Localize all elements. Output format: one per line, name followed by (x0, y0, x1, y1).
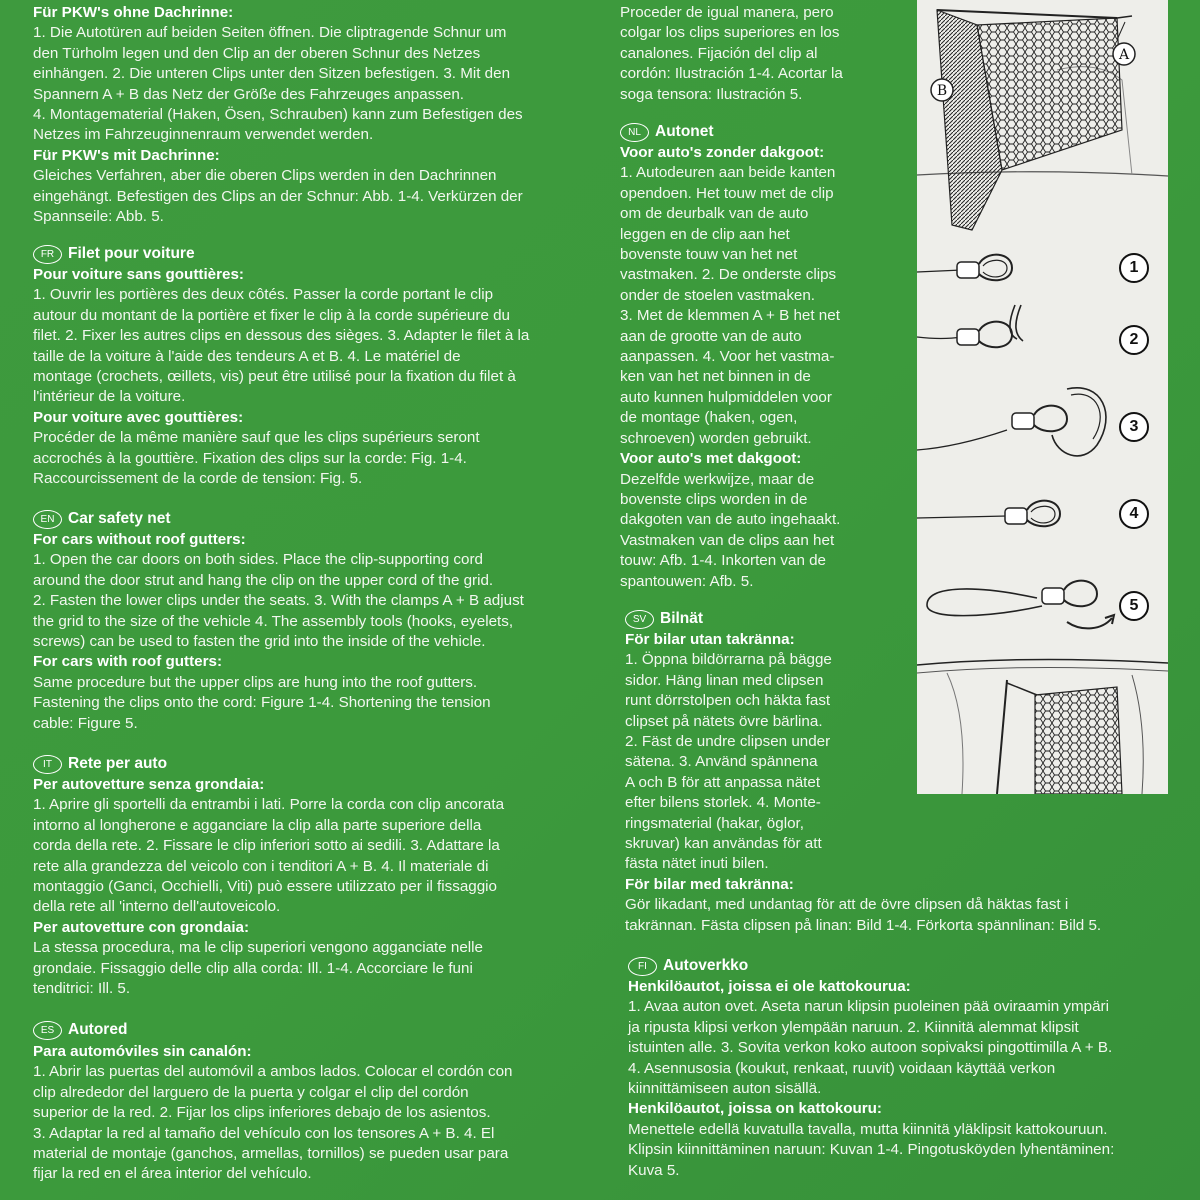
es-paragraph-2 (620, 3, 843, 105)
text-line: 4. Asennusosia (koukut, renkaat, ruuvit) voidaan käyttää verkon (628, 1059, 1056, 1077)
it-heading-1: Per autovetture senza grondaia: (33, 776, 265, 793)
nl-title: Autonet (655, 123, 714, 140)
en-heading-2: For cars with roof gutters: (33, 653, 223, 671)
es-language-badge: ES (33, 1021, 62, 1040)
step-number-2: 2 (1119, 325, 1149, 355)
roof-gutter-illustration (917, 655, 1168, 794)
text-line: the grid to the size of the vehicle 4. The assembly tools (hooks, eyelets, (33, 612, 514, 630)
nl-heading-1: Voor auto's zonder dakgoot: (620, 144, 825, 161)
text-line: spantouwen: Afb. 5. (620, 572, 754, 590)
text-line: around the door strut and hang the clip on the upper cord of the grid. (33, 571, 494, 589)
de-paragraph-2 (33, 166, 523, 227)
en-heading-1: For cars without roof gutters: (33, 531, 246, 548)
it-heading-2: Per autovetture con grondaia: (33, 918, 250, 936)
en-paragraph-1 (33, 550, 524, 652)
sv-title: Bilnät (660, 610, 704, 627)
de-heading-1: Für PKW's ohne Dachrinne: (33, 4, 234, 21)
text-line: istuinten alle. 3. Sovita verkon koko autoon sopivaksi pingottimilla A + B. (628, 1039, 1113, 1057)
text-line: 1. Autodeuren aan beide kanten (620, 164, 836, 182)
text-line: montage (crochets, œillets, vis) peut être utilisé pour la fixation du filet à (33, 368, 516, 386)
step-number-3: 3 (1119, 412, 1149, 442)
text-line: soga tensora: Ilustración 5. (620, 85, 803, 103)
text-line: superior de la red. 2. Fijar los clips inferiores debajo de los asientos. (33, 1104, 491, 1122)
text-line: 1. Avaa auton ovet. Aseta narun klipsin puoleinen pää oviraamin ympäri (628, 998, 1109, 1016)
text-line: A och B för att anpassa nätet (625, 773, 821, 791)
es-continuation (620, 3, 843, 105)
fr-language-badge: FR (33, 245, 62, 264)
text-line: montaggio (Ganci, Occhielli, Viti) può essere utilizzato per il fissaggio (33, 878, 497, 896)
text-line: vastmaken. 2. De onderste clips (620, 266, 837, 284)
nl-title-row (620, 123, 714, 142)
text-line: fästa nätet inuti bilen. (625, 855, 769, 873)
text-line: Netzes im Fahrzeuginnenraum verwendet werden. (33, 126, 374, 144)
text-line: 3. Met de klemmen A + B het net (620, 307, 840, 325)
text-line: Same procedure but the upper clips are hung into the roof gutters. (33, 673, 478, 691)
it-title: Rete per auto (68, 755, 168, 772)
text-line: Spannseile: Abb. 5. (33, 208, 164, 226)
text-line: bovenste clips worden in de (620, 490, 808, 508)
text-line: kiinnittämiseen auton sisällä. (628, 1080, 822, 1098)
text-line: runt dörrstolpen och häkta fast (625, 692, 831, 710)
text-line: sätena. 3. Använd spännena (625, 753, 818, 771)
label-b: B (936, 83, 948, 99)
instruction-illustration-panel (917, 0, 1168, 794)
nl-paragraph-2 (620, 470, 840, 592)
fr-section (33, 265, 529, 489)
text-line: 1. Abrir las puertas del automóvil a ambos lados. Colocar el cordón con (33, 1063, 513, 1081)
step-number-1: 1 (1119, 253, 1149, 283)
nl-section (620, 143, 840, 592)
text-line: sidor. Häng linan med clipsen (625, 671, 824, 689)
text-line: accrochés à la gouttière. Fixation des clips sur la corde: Fig. 1-4. (33, 449, 467, 467)
text-line: Gleiches Verfahren, aber die oberen Clips werden in den Dachrinnen (33, 167, 497, 185)
text-line: 1. Öppna bildörrarna på bägge (625, 651, 832, 669)
text-line: 1. Open the car doors on both sides. Place the clip-supporting cord (33, 551, 483, 569)
fr-title-row (33, 245, 195, 264)
text-line: screws) can be used to fasten the grid into the inside of the vehicle. (33, 633, 486, 651)
text-line: Proceder de igual manera, pero (620, 4, 834, 21)
text-line: autour du montant de la portière et fixer le clip à la corde supérieure du (33, 306, 510, 324)
en-paragraph-2 (33, 673, 524, 734)
text-line: den Türholm legen und den Clip an der oberen Schnur des Netzes (33, 44, 481, 62)
text-line: cable: Figure 5. (33, 714, 138, 732)
fr-paragraph-2 (33, 428, 529, 489)
es-section (33, 1042, 513, 1185)
sv-title-row (625, 610, 703, 629)
text-line: Dezelfde werkwijze, maar de (620, 470, 815, 488)
text-line: dakgoten van de auto ingehaakt. (620, 511, 841, 529)
text-line: l'intérieur de la voiture. (33, 388, 186, 406)
es-heading-1: Para automóviles sin canalón: (33, 1043, 252, 1060)
text-line: taille de la voiture à l'aide des tendeurs A et B. 4. Le matériel de (33, 347, 461, 365)
text-line: 1. Aprire gli sportelli da entrambi i lati. Porre la corda con clip ancorata (33, 796, 505, 814)
text-line: 4. Montagematerial (Haken, Ösen, Schrauben) kann zum Befestigen des (33, 106, 523, 124)
en-title-row (33, 510, 171, 529)
text-line: canalones. Fijación del clip al (620, 44, 818, 62)
text-line: schroeven) worden gebruikt. (620, 429, 812, 447)
text-line: 2. Fäst de undre clipsen under (625, 733, 831, 751)
text-line: cordón: Ilustración 1-4. Acortar la (620, 65, 843, 83)
text-line: fijar la red en el área interior del vehículo. (33, 1165, 312, 1183)
text-line: opendoen. Het touw met de clip (620, 184, 834, 202)
text-line: material de montaje (ganchos, armellas, tornillos) se pueden usar para (33, 1145, 509, 1163)
text-line: Kuva 5. (628, 1161, 680, 1179)
fr-heading-2: Pour voiture avec gouttières: (33, 408, 244, 426)
text-line: onder de stoelen vastmaken. (620, 286, 816, 304)
it-paragraph-2 (33, 938, 504, 999)
text-line: ja ripusta klipsi verkon ylempään naruun. 2. Kiinnitä alemmat klipsit (628, 1018, 1079, 1036)
text-line: colgar los clips superiores en los (620, 24, 840, 42)
fi-title-row (628, 957, 748, 976)
sv-paragraph-2 (625, 895, 1101, 936)
en-title: Car safety net (68, 510, 171, 527)
it-paragraph-1 (33, 795, 504, 917)
text-line: grondaie. Fissaggio delle clip alla corda: Ill. 1-4. Accorciare le funi (33, 959, 473, 977)
de-section (33, 3, 523, 227)
text-line: Procéder de la même manière sauf que les clips supérieurs seront (33, 429, 480, 447)
text-line: La stessa procedura, ma le clip superiori vengono agganciate nelle (33, 939, 483, 957)
es-title-row (33, 1021, 127, 1040)
nl-heading-2: Voor auto's met dakgoot: (620, 450, 802, 468)
text-line: 1. Ouvrir les portières des deux côtés. Passer la corde portant le clip (33, 286, 494, 304)
text-line: om de deurbalk van de auto (620, 205, 809, 223)
nl-language-badge: NL (620, 123, 649, 142)
text-line: ken van het net binnen in de (620, 368, 811, 386)
sv-language-badge: SV (625, 610, 654, 629)
es-paragraph-1 (33, 1062, 513, 1184)
text-line: einhängen. 2. Die unteren Clips unter den Sitzen befestigen. 3. Mit den (33, 65, 511, 83)
text-line: leggen en de clip aan het (620, 225, 790, 243)
text-line: 2. Fasten the lower clips under the seats. 3. With the clamps A + B adjust (33, 592, 524, 610)
text-line: corda della rete. 2. Fissare le clip inferiori sotto ai sedili. 3. Adattare la (33, 837, 500, 855)
text-line: Vastmaken van de clips aan het (620, 531, 835, 549)
text-line: ringsmaterial (hakar, öglor, (625, 814, 804, 832)
fi-section (628, 977, 1114, 1181)
text-line: Spannern A + B das Netz der Größe des Fahrzeuges anpassen. (33, 85, 464, 103)
text-line: auto kunnen hulpmiddelen voor (620, 388, 832, 406)
fi-heading-1: Henkilöautot, joissa ei ole kattokourua: (628, 978, 911, 995)
text-line: Klipsin kiinnittäminen naruun: Kuvan 1-4. Pingotusköyden lyhentäminen: (628, 1141, 1115, 1159)
de-paragraph-1 (33, 23, 523, 145)
en-language-badge: EN (33, 510, 62, 529)
fi-language-badge: FI (628, 957, 657, 976)
text-line: clip alrededor del larguero de la puerta y colgar el clip del cordón (33, 1083, 469, 1101)
it-title-row (33, 755, 167, 774)
text-line: skruvar) kan användas för att (625, 835, 822, 853)
en-section (33, 530, 524, 734)
text-line: 1. Die Autotüren auf beiden Seiten öffnen. Die cliptragende Schnur um (33, 24, 507, 42)
text-line: della rete all 'interno dell'autoveicolo. (33, 898, 281, 916)
label-a: A (1118, 47, 1130, 63)
net-installation-illustration (917, 0, 1168, 235)
es-title: Autored (68, 1021, 128, 1038)
text-line: 3. Adaptar la red al tamaño del vehículo con los tensores A + B. 4. El (33, 1124, 495, 1142)
text-line: eingehängt. Befestigen des Clips an der Schnur: Abb. 1-4. Verkürzen der (33, 187, 523, 205)
step-number-5: 5 (1119, 591, 1149, 621)
sv-heading-1: För bilar utan takränna: (625, 631, 795, 648)
fi-paragraph-2 (628, 1120, 1114, 1181)
fi-paragraph-1 (628, 997, 1114, 1099)
text-line: Gör likadant, med undantag för att de övre clipsen då häktas fast i (625, 896, 1069, 914)
fr-heading-1: Pour voiture sans gouttières: (33, 266, 244, 283)
text-line: Raccourcissement de la corde de tension: Fig. 5. (33, 470, 363, 488)
fi-title: Autoverkko (663, 957, 749, 974)
text-line: takrännan. Fästa clipsen på linan: Bild 1-4. Förkorta spännlinan: Bild 5. (625, 916, 1102, 934)
text-line: de montage (haken, ogen, (620, 409, 798, 427)
step-number-4: 4 (1119, 499, 1149, 529)
text-line: efter bilens storlek. 4. Monte- (625, 794, 821, 812)
text-line: aan de grootte van de auto (620, 327, 802, 345)
sv-heading-2: För bilar med takränna: (625, 875, 794, 893)
de-heading-2: Für PKW's mit Dachrinne: (33, 146, 220, 164)
nl-paragraph-1 (620, 163, 840, 449)
text-line: tenditrici: Ill. 5. (33, 980, 131, 998)
text-line: touw: Afb. 1-4. Inkorten van de (620, 552, 827, 570)
text-line: rete alla grandezza del veicolo con i tenditori A + B. 4. Il materiale di (33, 857, 489, 875)
text-line: clipset på nätets övre bärlina. (625, 712, 823, 730)
text-line: Fastening the clips onto the cord: Figure 1-4. Shortening the tension (33, 694, 491, 712)
text-line: bovenste touw van het net (620, 246, 798, 264)
text-line: aanpassen. 4. Voor het vastma- (620, 348, 835, 366)
it-language-badge: IT (33, 755, 62, 774)
fi-heading-2: Henkilöautot, joissa on kattokouru: (628, 1100, 882, 1118)
text-line: intorno al longherone e agganciare la clip alla parte superiore della (33, 816, 482, 834)
text-line: filet. 2. Fixer les autres clips en dessous des sièges. 3. Adapter le filet à la (33, 327, 530, 345)
text-line: Menettele edellä kuvatulla tavalla, mutta kiinnitä yläklipsit kattokouruun. (628, 1120, 1108, 1138)
fr-paragraph-1 (33, 285, 529, 407)
fr-title: Filet pour voiture (68, 245, 195, 262)
it-section (33, 775, 504, 999)
